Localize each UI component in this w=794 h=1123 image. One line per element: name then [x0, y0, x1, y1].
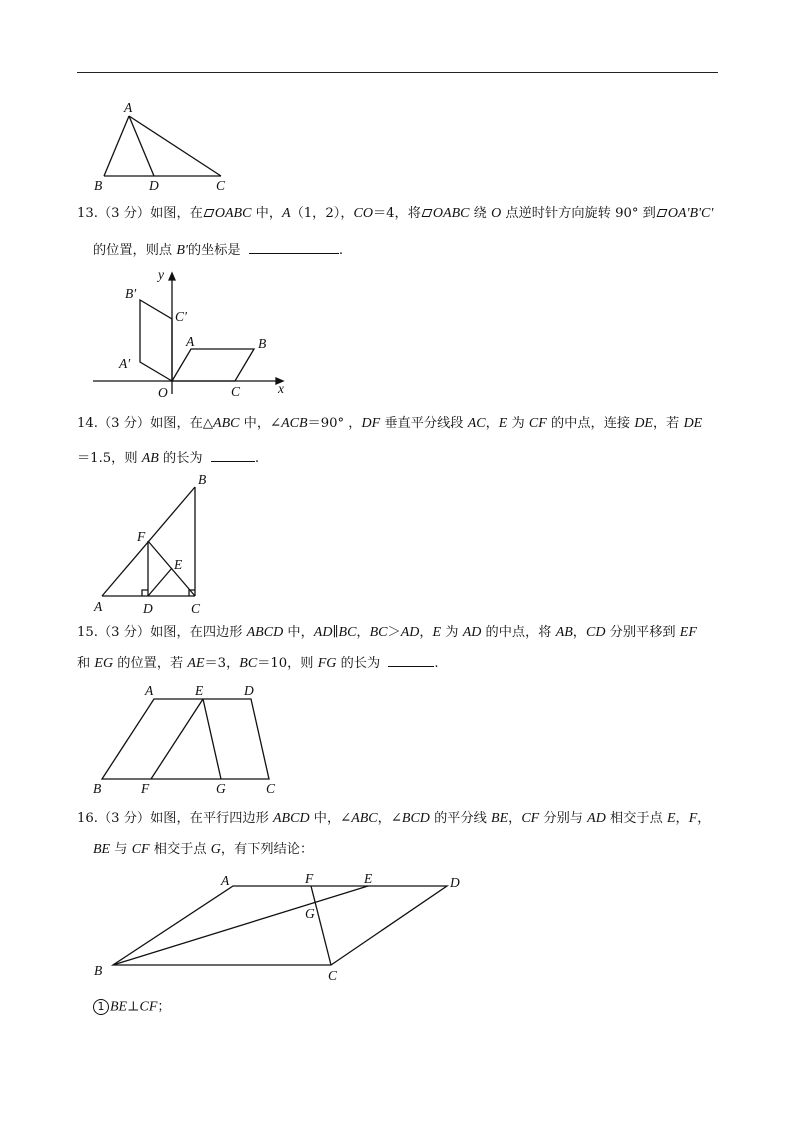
fig12-label-D: D [149, 178, 159, 193]
fig14-label-C: C [191, 601, 201, 616]
fig16-label-A: A [221, 873, 230, 888]
fig14-label-D: D [143, 601, 153, 616]
question-13-line2: 的位置，则点 B'的坐标是 . [93, 243, 344, 258]
fig15-label-E: E [195, 683, 204, 698]
question-15-line1: 15.（3 分）如图，在四边形 ABCD 中，AD∥BC，BC＞AD，E 为 AD 的中点，将 AB，CD 分别平移到 EF [77, 625, 697, 640]
fig16-label-B: B [94, 963, 103, 978]
conclusion-1: 1 BE⊥CF； [93, 999, 171, 1015]
fig16-label-C: C [328, 968, 338, 983]
fig16-parallelogram-ABCD [113, 886, 447, 965]
question-16-line1: 16.（3 分）如图，在平行四边形 ABCD 中，∠ABC，∠BCD 的平分线 BE，CF 分别与 AD 相交于点 E，F， [77, 811, 711, 826]
fig13-label-A: A [186, 334, 195, 349]
fig12-label-C: C [216, 178, 226, 193]
fig13-label-A-prime: A′ [119, 356, 131, 371]
fig13-label-C-prime: C′ [175, 309, 187, 324]
question-14-line2: ＝1.5，则 AB 的长为 . [77, 451, 260, 466]
fig12-label-B: B [94, 178, 103, 193]
fig13-label-C: C [231, 384, 241, 399]
fig15-label-G: G [216, 781, 226, 796]
question-13-line1: 13.（3 分）如图，在 OABC 中，A（1，2），CO＝4，将 OABC 绕 O 点逆时针方向旋转 90° 到 OA'B'C' [77, 206, 714, 221]
fig15-label-C: C [266, 781, 276, 796]
fig16-label-E: E [364, 871, 373, 886]
fig13-label-B: B [258, 336, 267, 351]
fig15-label-F: F [141, 781, 150, 796]
circled-number: 1 [93, 999, 109, 1015]
fig13-label-y: y [158, 267, 164, 282]
fig14-label-B: B [198, 472, 207, 487]
fig16-label-G: G [305, 906, 315, 921]
question-16-line2: BE 与 CF 相交于点 G，有下列结论： [93, 842, 314, 857]
fig14-label-A: A [94, 599, 103, 614]
fig15-label-A: A [145, 683, 154, 698]
fig14-label-F: F [137, 529, 146, 544]
fig13-label-O: O [158, 385, 168, 400]
fig14-label-E: E [174, 557, 183, 572]
fig15-label-B: B [93, 781, 102, 796]
fig16-label-F: F [305, 871, 314, 886]
fig15-label-D: D [244, 683, 254, 698]
fig16-label-D: D [450, 875, 460, 890]
question-15-line2: 和 EG 的位置，若 AE＝3，BC＝10，则 FG 的长为 . [77, 656, 439, 671]
fig16-seg-BE [113, 886, 368, 965]
fig12-label-A: A [124, 100, 133, 115]
fig13-label-B-prime: B′ [125, 286, 137, 301]
fig13-label-x: x [278, 381, 284, 396]
question-14-line1: 14.（3 分）如图，在△ABC 中，∠ACB＝90° ，DF 垂直平分线段 AC，E 为 CF 的中点，连接 DE，若 DE [77, 416, 703, 431]
